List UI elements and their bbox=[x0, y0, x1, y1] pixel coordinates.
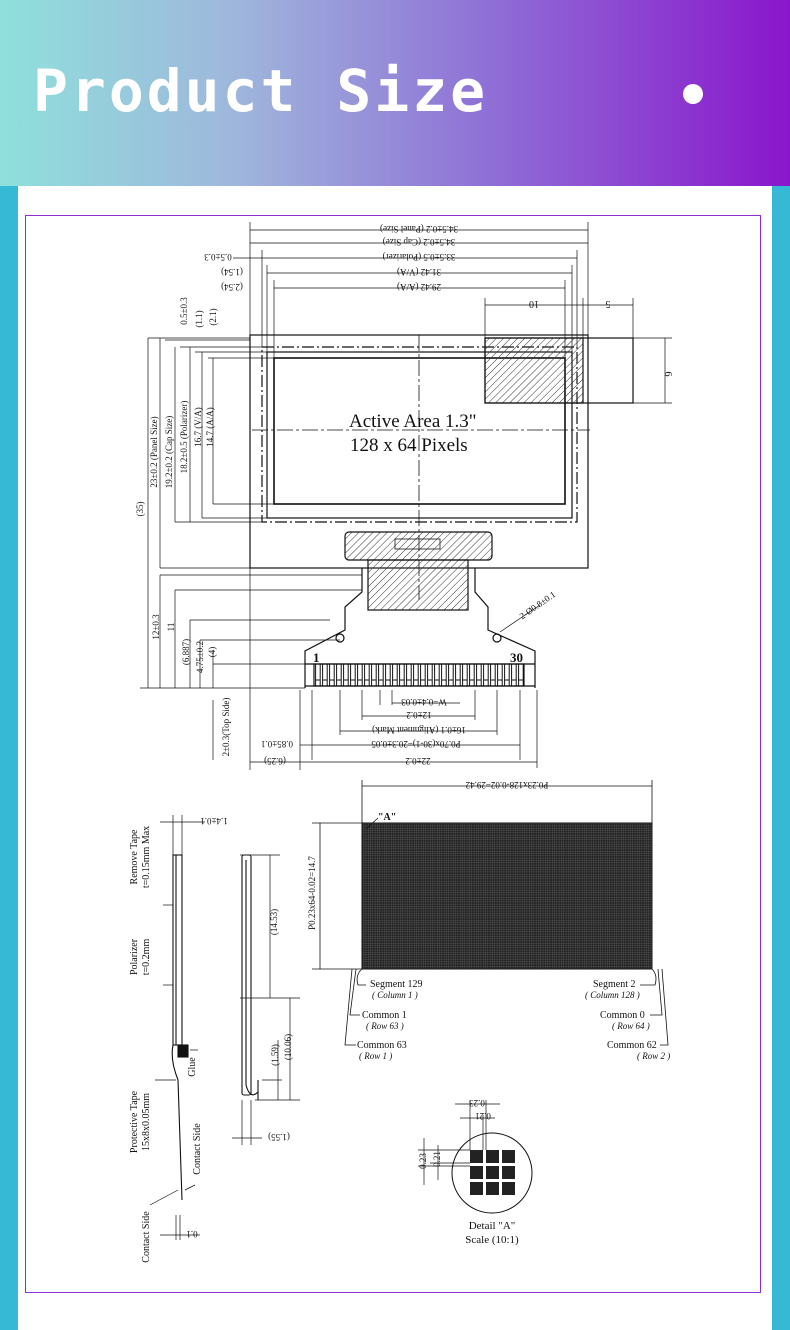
page-title: Product Size bbox=[33, 57, 489, 125]
row-2: ( Row 2 ) bbox=[637, 1051, 671, 1061]
ic-chip bbox=[345, 532, 492, 560]
detail-title: Detail "A" bbox=[468, 1220, 516, 1232]
dim-panel-size-h: 23±0.2 (Panel Size) bbox=[149, 416, 159, 488]
dim-align: 16±0.1 (Alignment Mark) bbox=[372, 725, 466, 735]
dim-085: 0.85±0.1 bbox=[261, 739, 293, 749]
detail-dim-023-left: 0.23 bbox=[418, 1153, 428, 1169]
side-view-2-labels bbox=[268, 909, 293, 1142]
pixel-view bbox=[312, 780, 668, 1045]
dim-pitch: P0.70x(30-1)=20.3±0.05 bbox=[371, 739, 461, 749]
glue-label: Glue bbox=[187, 1057, 198, 1077]
pixels-label: 128 x 64 Pixels bbox=[350, 435, 468, 456]
dim-1006: (10.06) bbox=[283, 1033, 293, 1061]
dim-pitch-y: P0.23x64-0.02=14.7 bbox=[307, 856, 317, 930]
pin-1-label: 1 bbox=[313, 650, 320, 665]
common-0: Common 0 bbox=[600, 1010, 645, 1021]
row-64: ( Row 64 ) bbox=[612, 1021, 650, 1031]
column-128: ( Column 128 ) bbox=[585, 990, 640, 1000]
detail-dim-021-top: 0.21 bbox=[475, 1111, 491, 1121]
dim-11: (1.1) bbox=[194, 310, 204, 328]
dim-5: 5 bbox=[605, 298, 611, 309]
dim-35: (35) bbox=[135, 501, 145, 517]
alignment-hole-left bbox=[336, 634, 344, 642]
dim-625: (6.25) bbox=[264, 756, 286, 766]
dim-aa-h: 14.7 (A/A) bbox=[205, 407, 215, 447]
fpc-stiffener bbox=[368, 560, 468, 610]
remove-tape-label: Remove Tape bbox=[129, 829, 140, 885]
dim-475: 4.75±0.2 bbox=[195, 641, 205, 673]
front-view bbox=[250, 335, 633, 688]
detail-dim-023-top: 0.23 bbox=[469, 1098, 485, 1108]
polarizer-thickness: t=0.2mm bbox=[141, 938, 152, 976]
side-view-2 bbox=[232, 855, 300, 1145]
column-1: ( Column 1 ) bbox=[372, 990, 418, 1000]
dim-12: 12±0.3 bbox=[151, 614, 161, 640]
dim-cap-size-w: 34.5±0.2 (Cap Size) bbox=[382, 237, 456, 247]
segment-129: Segment 129 bbox=[370, 979, 423, 990]
dim-155: (1.55) bbox=[268, 1132, 290, 1142]
contact-side-label-upper: Contact Side bbox=[192, 1123, 203, 1175]
dim-va-w: 31.42 (V/A) bbox=[397, 267, 441, 277]
detail-dim-021-left: 0.21 bbox=[432, 1151, 442, 1167]
dim-top-side: 2±0.3(Top Side) bbox=[221, 697, 231, 757]
dim-hole: 2-Ø0.8±0.1 bbox=[517, 589, 558, 622]
dim-159: (1.59) bbox=[270, 1044, 280, 1066]
dim-6: 6 bbox=[662, 371, 673, 377]
dim-05b: 0.5±0.3 bbox=[179, 297, 189, 325]
dim-polarizer-h: 18.2±0.5 (Polarizer) bbox=[179, 400, 189, 474]
dim-01: 0.1 bbox=[186, 1229, 198, 1239]
side-view-1-labels bbox=[129, 816, 228, 1263]
dim-21: (2.1) bbox=[208, 308, 218, 326]
hatched-corner bbox=[485, 338, 583, 403]
mark-a: "A" bbox=[378, 812, 397, 823]
fpc-pins bbox=[314, 664, 524, 686]
dim-cap-size-h: 19.2±0.2 (Cap Size) bbox=[164, 415, 174, 489]
pin-30-label: 30 bbox=[510, 650, 523, 665]
dim-aa-w: 29.42 (A/A) bbox=[397, 282, 441, 292]
polarizer-label: Polarizer bbox=[129, 938, 140, 976]
front-dimensions bbox=[140, 222, 672, 770]
protective-tape-label: Protective Tape bbox=[129, 1090, 140, 1154]
dim-pitch-x: P0.23x128-0.02=29.42 bbox=[465, 780, 549, 790]
detail-scale: Scale (10:1) bbox=[465, 1234, 519, 1246]
row-1: ( Row 1 ) bbox=[359, 1051, 393, 1061]
dim-11b: 11 bbox=[166, 622, 176, 632]
dim-254: (2.54) bbox=[221, 282, 243, 292]
dim-6887: (6.887) bbox=[181, 638, 191, 666]
dim-12b: 12±0.2 bbox=[406, 710, 432, 720]
row-63: ( Row 63 ) bbox=[366, 1021, 404, 1031]
remove-tape-thickness: t=0.15mm Max bbox=[141, 825, 152, 889]
dim-154: (1.54) bbox=[221, 267, 243, 277]
dim-05: 0.5±0.3 bbox=[204, 252, 232, 262]
dim-14: 1.4±0.1 bbox=[200, 816, 228, 826]
contact-side-label-lower: Contact Side bbox=[141, 1211, 152, 1263]
common-1: Common 1 bbox=[362, 1010, 407, 1021]
dim-10: 10 bbox=[529, 298, 539, 309]
pixel-grid bbox=[362, 823, 652, 969]
dim-4: (4) bbox=[207, 646, 217, 658]
active-area-title: Active Area 1.3" bbox=[349, 411, 477, 432]
dim-22: 22±0.2 bbox=[405, 756, 431, 766]
dim-1453: (14.53) bbox=[269, 908, 279, 936]
dim-polarizer-w: 33.5±0.5 (Polarizer) bbox=[382, 252, 456, 262]
common-62: Common 62 bbox=[607, 1040, 657, 1051]
alignment-hole-right bbox=[493, 634, 501, 642]
common-63: Common 63 bbox=[357, 1040, 407, 1051]
segment-2: Segment 2 bbox=[593, 979, 636, 990]
protective-tape-size: 15x8x0.05mm bbox=[141, 1092, 152, 1152]
dim-panel-size-w: 34.5±0.2 (Panel Size) bbox=[380, 224, 458, 234]
side-view-1 bbox=[150, 815, 205, 1240]
dim-va-h: 16.7 (V/A) bbox=[193, 407, 203, 447]
dim-w: W=0.4±0.03 bbox=[401, 697, 447, 707]
